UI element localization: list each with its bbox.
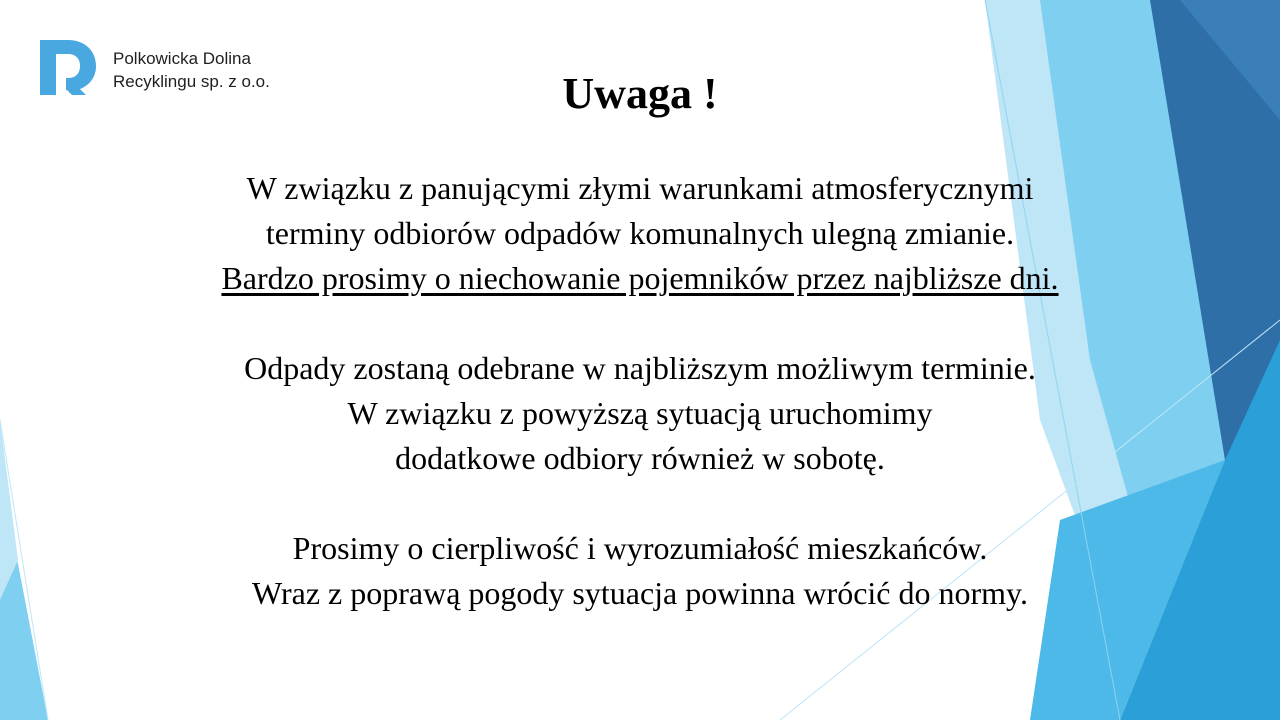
announcement-text (40, 166, 1240, 616)
paragraph2-line2: W związku z powyższą sytuacją uruchomimy (347, 395, 933, 431)
paragraph1-line2: terminy odbiorów odpadów komunalnych ulegną zmianie. (265, 215, 1015, 251)
paragraph-spacer (40, 301, 1240, 346)
paragraph-spacer (40, 481, 1240, 526)
paragraph3-line2: Wraz z poprawą pogody sytuacja powinna wrócić do normy. (252, 575, 1028, 611)
paragraph1-line3-underlined: Bardzo prosimy o niechowanie pojemników przez najbliższe dni. (221, 260, 1059, 296)
company-name-line2: Recyklingu sp. z o.o. (113, 72, 270, 91)
slide-title: Uwaga ! (562, 69, 718, 118)
paragraph3-line1: Prosimy o cierpliwość i wyrozumiałość mieszkańców. (292, 530, 988, 566)
paragraph2-line1: Odpady zostaną odebrane w najbliższym możliwym terminie. (244, 350, 1036, 386)
company-name-line1: Polkowicka Dolina (113, 49, 251, 68)
paragraph1-line1: W związku z panującymi złymi warunkami atmosferycznymi (246, 170, 1034, 206)
paragraph2-line3: dodatkowe odbiory również w sobotę. (395, 440, 885, 476)
